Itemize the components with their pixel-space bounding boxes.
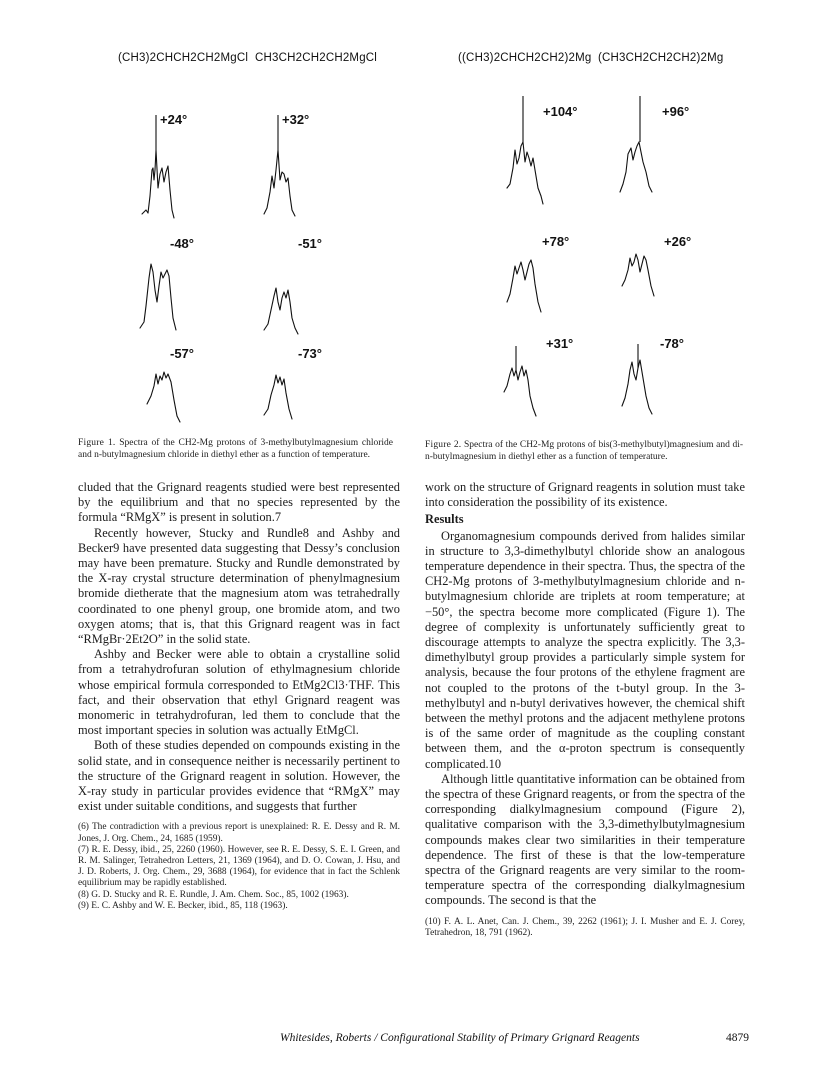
figure1-header-1: (CH3)2CHCH2CH2MgCl <box>118 52 249 64</box>
figure1-caption-text: Spectra of the CH2-Mg protons of 3-methylbutylmagnesium chloride and n-butylmagnesium chloride in diethyl ether as a function of temperature. <box>78 438 394 460</box>
left-paragraph-2: Recently however, Stucky and Rundle8 and Ashby and Becker9 have presented data suggesting that Dessy’s conclusion may have been premature. Stucky and Rundle demonstrated by the X-ray crystal structure determination of phenylmagnesium bromide dietherate that the magnesium atom was tetrahedrally coordinated to one phenyl group, one bromide atom, and two oxygen atoms; that is, that this Grignard reagent was in fact “RMgBr·2Et2O” in the solid state. <box>78 525 400 647</box>
right-intro: work on the structure of Grignard reagents in solution must take into consideration the possibility of its existence. <box>425 480 745 510</box>
fig2-temp-1: +104° <box>543 104 578 119</box>
right-column <box>425 480 745 939</box>
figure2-header-2: (CH3CH2CH2CH2)2Mg <box>598 52 724 64</box>
fig2-temp-2: +96° <box>662 104 690 119</box>
left-paragraph-3: Ashby and Becker were able to obtain a crystalline solid from a tetrahydrofuran solution of ethylmagnesium chloride whose empirical formula corresponded to EtMg2Cl3·THF. This fact, and their observation that ethyl Grignard reagent was monomeric in tetrahydrofuran, led them to conclude that the most important species in solution was actually EtMgCl. <box>78 647 400 738</box>
left-paragraph-4: Both of these studies depended on compounds existing in the solid state, and in consequence neither is necessarily pertinent to the structure of the Grignard reagent in solution. However, the X-ray study in particular provides evidence that “RMgX” may exist under suitable conditions, and suggests that further <box>78 738 400 814</box>
figure2-caption-label: Figure 2. <box>425 440 462 450</box>
fig1-spectrum-1 <box>140 110 200 230</box>
footnote-6: (6) The contradiction with a previous report is unexplained: R. E. Dessy and R. M. Jones, J. Org. Chem., 24, 1685 (1959). <box>78 822 400 844</box>
figure2-header-1: ((CH3)2CHCH2CH2)2Mg <box>458 52 592 64</box>
left-paragraph-1: cluded that the Grignard reagents studied were best represented by the equilibrium and that no species represented by the formula “RMgX” is present in solution.7 <box>78 480 400 525</box>
fig1-temp-6: -73° <box>298 346 322 361</box>
fig1-temp-2: +32° <box>282 112 310 127</box>
fig1-spectrum-5 <box>145 360 205 425</box>
fig1-spectrum-6 <box>262 365 322 425</box>
fig1-spectrum-2 <box>262 110 322 230</box>
left-footnotes <box>78 822 400 912</box>
results-heading: Results <box>425 512 464 527</box>
fig1-temp-1: +24° <box>160 112 188 127</box>
figure1-header-2: CH3CH2CH2CH2MgCl <box>255 52 378 64</box>
fig1-temp-4: -51° <box>298 236 322 251</box>
fig2-temp-4: +26° <box>664 234 692 249</box>
fig2-spectrum-4 <box>620 236 680 316</box>
figure2-caption <box>425 440 743 463</box>
running-title: Whitesides, Roberts / Configurational Stability of Primary Grignard Reagents <box>280 1032 640 1044</box>
figure1-caption-label: Figure 1. <box>78 438 116 448</box>
page-number: 4879 <box>726 1032 749 1044</box>
fig2-temp-3: +78° <box>542 234 570 249</box>
right-paragraph-2: Although little quantitative information can be obtained from the spectra of these Grignard reagents, or from the spectra of the corresponding dialkylmagnesium compound (Figure 2), qualitative comparison with the 3,3-dimethylbutylmagnesium compounds makes clear two similarities in their temperature dependence. The first of these is that the low-temperature spectra of the Grignard reagents are very similar to the room-temperature spectra of the corresponding dialkylmagnesium compounds. The second is that the <box>425 771 745 908</box>
right-footnotes <box>425 917 745 939</box>
fig1-temp-3: -48° <box>170 236 194 251</box>
fig2-temp-5: +31° <box>546 336 574 351</box>
footnote-10: (10) F. A. L. Anet, Can. J. Chem., 39, 2262 (1961); J. I. Musher and E. J. Corey, Tetrahedron, 18, 791 (1962). <box>425 916 745 938</box>
fig2-spectrum-6 <box>502 340 562 420</box>
fig2-spectrum-3 <box>505 240 565 320</box>
fig1-spectrum-4 <box>262 262 322 342</box>
fig1-temp-5: -57° <box>170 346 194 361</box>
figure1-caption <box>78 438 393 461</box>
fig2-spectrum-7 <box>620 340 680 420</box>
footnote-7: (7) R. E. Dessy, ibid., 25, 2260 (1960). However, see R. E. Dessy, S. E. I. Green, and R. M. Salinger, Tetrahedron Letters, 21, 1369 (1964), and D. O. Cowan, J. Hsu, and J. D. Roberts, J. Org. Chem., 29, 3688 (1964), for evidence that in fact the Schlenk equilibrium may be rapidly established. <box>78 844 400 889</box>
left-column <box>78 480 400 912</box>
right-paragraph-1: Organomagnesium compounds derived from halides similar in structure to 3,3-dimethylbutyl chloride show an analogous temperature dependence in their spectra. Thus, the spectra of the CH2-Mg protons of 3-methylbutylmagnesium chloride and n-butylmagnesium chloride are triplets at room temperature; at −50°, the spectra become more complicated (Figure 1). The degree of complexity is unfortunately sufficiently great to discourage attempts to analyze the spectra explicitly. The 3,3-dimethylbutyl group provides a particularly simple system for analysis, because the four protons of the ethylene fragment are not coupled to the protons of the t-butyl group. In the 3-methylbutyl and n-butyl derivatives however, the chemical shift between the methyl protons and the adjacent methylene protons is of the same order of magnitude as the coupling constant between them, and the α-proton spectrum is consequently complicated.10 <box>425 528 745 771</box>
footnote-8: (8) G. D. Stucky and R. E. Rundle, J. Am. Chem. Soc., 85, 1002 (1963). <box>78 889 349 900</box>
figure2-caption-text: Spectra of the CH2-Mg protons of bis(3-methylbutyl)magnesium and di-n-butylmagnesium in diethyl ether as a function of temperature. <box>425 440 743 462</box>
footnote-9: (9) E. C. Ashby and W. E. Becker, ibid., 85, 118 (1963). <box>78 900 288 911</box>
fig2-temp-6: -78° <box>660 336 684 351</box>
fig1-spectrum-3 <box>138 248 198 338</box>
